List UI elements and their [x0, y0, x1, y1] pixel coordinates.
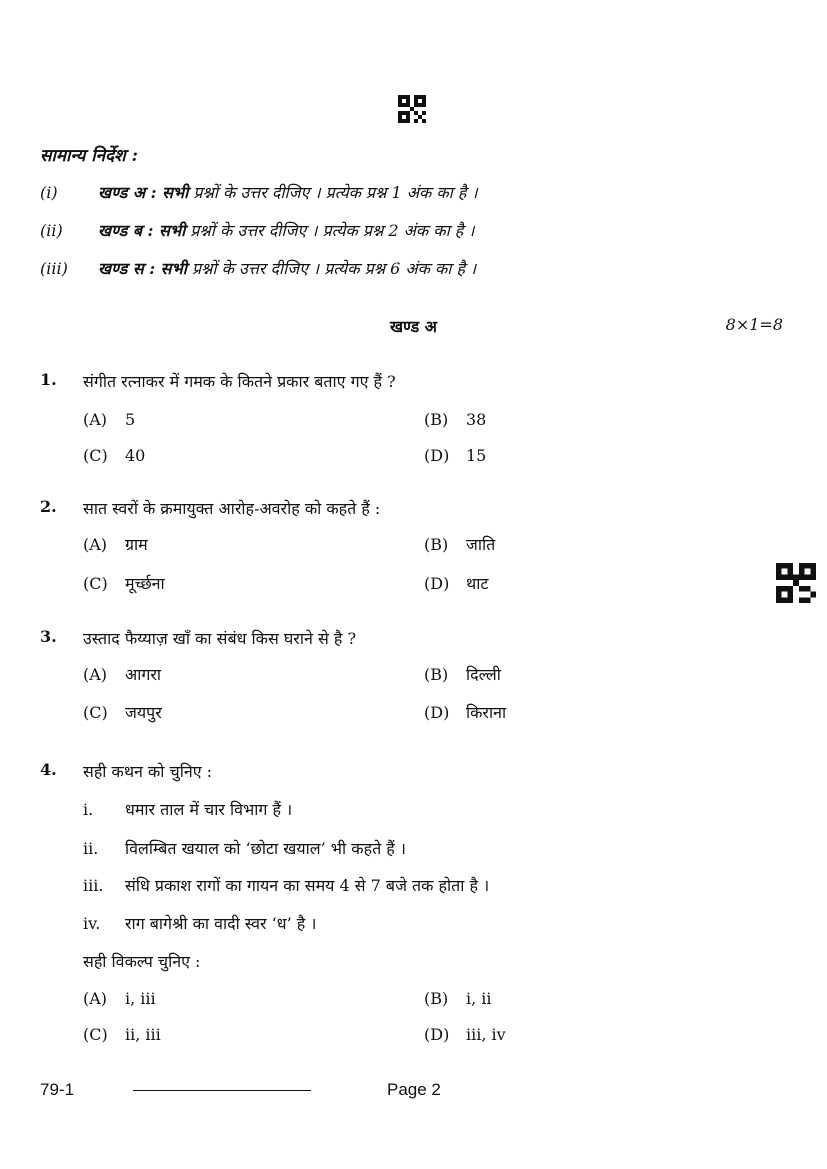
- instruction-head: खण्ड अ : सभी: [98, 183, 189, 202]
- instruction-text: प्रश्नों के उत्तर दीजिए । प्रत्येक प्रश्न 2 अंक का है ।: [185, 221, 475, 240]
- instruction-3: [40, 257, 476, 279]
- statement-text: संधि प्रकाश रागों का गायन का समय 4 से 7 बजे तक होता है ।: [125, 876, 490, 895]
- option-value: ii, iii: [125, 1025, 161, 1044]
- option-label: (A): [83, 989, 108, 1008]
- instruction-1: [40, 181, 478, 203]
- instruction-num: (i): [40, 183, 58, 202]
- footer-divider: [133, 1090, 311, 1091]
- option-label: (B): [424, 989, 449, 1008]
- question-text: सात स्वरों के क्रमायुक्त आरोह-अवरोह को कहते हैं :: [83, 499, 381, 518]
- option-value: थाट: [466, 574, 489, 593]
- question-text: सही कथन को चुनिए :: [83, 762, 213, 781]
- option-b: [424, 410, 486, 429]
- option-d: [424, 701, 506, 723]
- question-number: 4.: [40, 760, 57, 779]
- statement-text: राग बागेश्री का वादी स्वर ‘ध’ है ।: [125, 914, 317, 933]
- option-value: जाति: [466, 535, 496, 554]
- option-label: (D): [424, 574, 450, 593]
- instruction-2: [40, 219, 474, 241]
- option-a: [83, 989, 156, 1008]
- option-c: [83, 1025, 161, 1044]
- question-number: 3.: [40, 627, 57, 646]
- option-label: (A): [83, 665, 108, 684]
- instruction-text: प्रश्नों के उत्तर दीजिए । प्रत्येक प्रश्न 6 अंक का है ।: [186, 259, 477, 278]
- statement-label: i.: [83, 800, 94, 819]
- option-b: [424, 663, 501, 685]
- option-d: [424, 572, 488, 594]
- option-value: i, iii: [125, 989, 156, 1008]
- section-marks: 8×1=8: [725, 315, 783, 334]
- qr-code-side: [776, 563, 816, 603]
- statement-text: धमार ताल में चार विभाग हैं ।: [125, 800, 293, 819]
- statement-4: [83, 912, 316, 934]
- option-c: [83, 446, 145, 465]
- option-value: 40: [125, 446, 146, 465]
- option-a: [83, 663, 161, 685]
- option-value: i, ii: [466, 989, 492, 1008]
- page-number: Page 2: [387, 1080, 441, 1099]
- paper-code: 79-1: [40, 1080, 75, 1099]
- option-b: [424, 533, 495, 555]
- option-d: [424, 1025, 506, 1044]
- option-c: [83, 701, 162, 723]
- option-d: [424, 446, 486, 465]
- option-value: मूर्च्छना: [125, 574, 165, 593]
- option-value: iii, iv: [466, 1025, 506, 1044]
- choose-prompt: सही विकल्प चुनिए :: [83, 952, 201, 971]
- option-b: [424, 989, 492, 1008]
- statement-text: विलम्बित खयाल को ‘छोटा खयाल’ भी कहते हैं ।: [125, 839, 406, 858]
- option-label: (A): [83, 410, 108, 429]
- statement-3: [83, 874, 489, 896]
- instruction-num: (ii): [40, 221, 63, 240]
- option-value: दिल्ली: [466, 665, 501, 684]
- option-a: [83, 410, 135, 429]
- qr-code-top: [398, 95, 426, 123]
- option-value: जयपुर: [125, 703, 162, 722]
- option-label: (C): [83, 574, 108, 593]
- question-text: संगीत रत्नाकर में गमक के कितने प्रकार बताए गए हैं ?: [83, 372, 396, 391]
- option-label: (A): [83, 535, 108, 554]
- option-value: 5: [125, 410, 136, 429]
- section-title: खण्ड अ: [389, 317, 438, 336]
- question-text: उस्ताद फैय्याज़ खाँ का संबंध किस घराने से है ?: [83, 629, 357, 648]
- option-label: (D): [424, 446, 450, 465]
- option-label: (D): [424, 1025, 450, 1044]
- option-label: (B): [424, 535, 449, 554]
- option-label: (C): [83, 1025, 108, 1044]
- instruction-head: खण्ड ब : सभी: [98, 221, 186, 240]
- question-number: 2.: [40, 497, 57, 516]
- statement-label: iii.: [83, 876, 104, 895]
- option-value: ग्राम: [125, 535, 148, 554]
- statement-label: iv.: [83, 914, 101, 933]
- option-label: (C): [83, 446, 108, 465]
- question-number: 1.: [40, 370, 57, 389]
- option-value: किराना: [466, 703, 507, 722]
- option-label: (D): [424, 703, 450, 722]
- option-value: 15: [466, 446, 487, 465]
- option-value: आगरा: [125, 665, 162, 684]
- option-label: (B): [424, 665, 449, 684]
- statement-label: ii.: [83, 839, 99, 858]
- general-instructions-title: सामान्य निर्देश :: [40, 146, 138, 166]
- instruction-num: (iii): [40, 259, 68, 278]
- option-value: 38: [466, 410, 487, 429]
- option-label: (B): [424, 410, 449, 429]
- option-label: (C): [83, 703, 108, 722]
- instruction-head: खण्ड स : सभी: [98, 259, 187, 278]
- instruction-text: प्रश्नों के उत्तर दीजिए । प्रत्येक प्रश्न 1 अंक का है ।: [188, 183, 478, 202]
- statement-1: [83, 798, 292, 820]
- statement-2: [83, 837, 406, 859]
- option-a: [83, 533, 148, 555]
- option-c: [83, 572, 165, 594]
